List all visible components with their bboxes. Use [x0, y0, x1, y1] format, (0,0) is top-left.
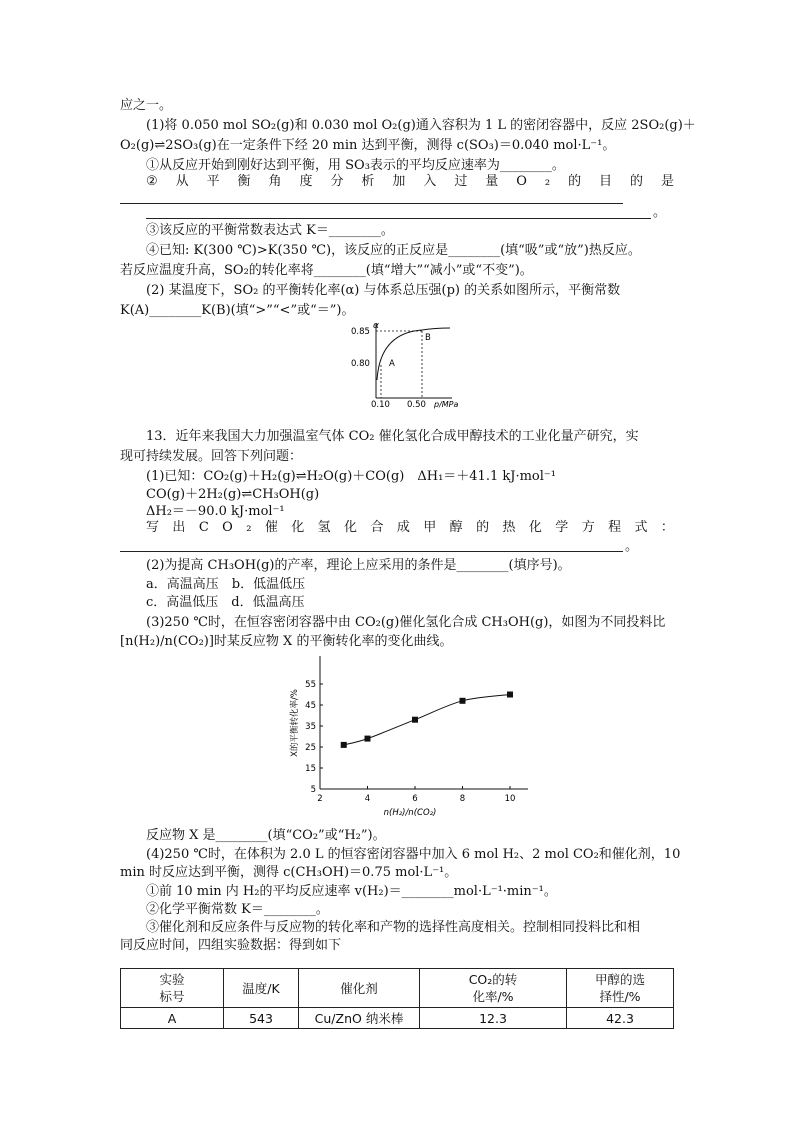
- table-cell: 543: [224, 1008, 299, 1029]
- y-tick-label: 55: [305, 680, 316, 690]
- y-tick-label: 15: [305, 764, 316, 774]
- text-line: ④已知: K(300 ℃)>K(350 ℃)，该反应的正反应是________(填“吸”或“放”)热反应。: [146, 243, 641, 258]
- text-line: ①从反应开始到刚好达到平衡，用 SO₃表示的平均反应速率为________。: [146, 158, 565, 173]
- answer-line: [120, 203, 623, 204]
- experiment-table: [120, 968, 674, 1029]
- table-cell: A: [121, 1008, 224, 1029]
- point-b-label: B: [425, 333, 431, 343]
- table-cell: Cu/ZnO 纳米棒: [299, 1008, 420, 1029]
- text-line: CO(g)＋2H₂(g)⇌CH₃OH(g): [146, 487, 320, 502]
- x-tick-label: 8: [459, 794, 466, 804]
- text-line: 现可持续发展。回答下列问题：: [120, 449, 303, 464]
- text-line: c．高温低压 d．低温高压: [146, 595, 305, 610]
- header-cell: 实验 标号: [121, 969, 224, 1008]
- text-line: (1)已知：CO₂(g)＋H₂(g)⇌H₂O(g)＋CO(g) ΔH₁＝＋41.1 kJ·mol⁻¹: [146, 469, 556, 484]
- text-line: 。: [653, 205, 667, 220]
- x-tick-label: 0.50: [407, 400, 426, 410]
- y-tick-label: 45: [305, 701, 316, 711]
- text-line: ③该反应的平衡常数表达式 K＝________。: [146, 223, 394, 238]
- text-line: 13．近年来我国大力加强温室气体 CO₂ 催化氢化合成甲醇技术的工业化量产研究，实: [146, 429, 639, 444]
- conversion-ratio-chart: [280, 652, 550, 822]
- header-cell: 温度/K: [224, 969, 299, 1008]
- y-axis-label: α: [373, 321, 379, 331]
- header-cell: 甲醇的选 择性/%: [567, 969, 674, 1008]
- answer-line: [146, 218, 651, 219]
- text-line: ③催化剂和反应条件与反应物的转化率和产物的选择性高度相关。控制相同投料比和相: [146, 920, 641, 935]
- text-line-justified: 写 出 C O ₂ 催 化 氢 化 合 成 甲 醇 的 热 化 学 方 程 式 ：: [146, 520, 674, 535]
- text-line: (4)250 ℃时，在体积为 2.0 L 的恒容密闭容器中加入 6 mol H₂、2 mol CO₂和催化剂，10: [146, 847, 681, 862]
- text-line: (3)250 ℃时，在恒容密闭容器中由 CO₂(g)催化氢化合成 CH₃OH(g)，如图为不同投料比: [146, 615, 666, 630]
- data-point: [341, 742, 347, 748]
- x-axis-label: n(H₂)/n(CO₂): [383, 808, 437, 818]
- text-line: ①前 10 min 内 H₂的平均反应速率 v(H₂)＝________mol·L⁻¹·min⁻¹。: [146, 884, 557, 899]
- x-axis-label: p/MPa: [434, 400, 459, 409]
- text-line: (2)为提高 CH₃OH(g)的产率，理论上应采用的条件是________(填序号)。: [146, 558, 571, 573]
- y-axis-label: X的平衡转化率/%: [290, 689, 300, 757]
- text-line: 。: [625, 539, 639, 554]
- point-a-label: A: [389, 359, 395, 369]
- x-tick-label: 10: [504, 794, 516, 804]
- x-tick-label: 2: [317, 794, 323, 804]
- text-line: min 时反应达到平衡，测得 c(CH₃OH)＝0.75 mol·L⁻¹。: [120, 865, 458, 880]
- y-tick-label: 0.80: [351, 359, 370, 369]
- text-line: 应之一。: [120, 98, 173, 113]
- text-line: 反应物 X 是________(填“CO₂”或“H₂”)。: [146, 828, 386, 843]
- y-tick-label: 5: [310, 785, 316, 795]
- text-line-justified: ② 从 平 衡 角 度 分 析 加 入 过 量 O ₂ 的 目 的 是: [146, 174, 674, 189]
- text-line: (1)将 0.050 mol SO₂(g)和 0.030 mol O₂(g)通入容积为 1 L 的密闭容器中，反应 2SO₂(g)＋: [146, 118, 696, 133]
- y-tick-label: 25: [305, 743, 316, 753]
- data-point: [365, 736, 371, 742]
- x-tick-label: 0.10: [371, 400, 390, 410]
- text-line: O₂(g)⇌2SO₃(g)在一定条件下经 20 min 达到平衡，测得 c(SO₃)＝0.040 mol·L⁻¹。: [120, 138, 616, 153]
- y-tick-label: 35: [305, 722, 316, 732]
- text-line: (2) 某温度下，SO₂ 的平衡转化率(α) 与体系总压强(p) 的关系如图所示，平衡常数: [146, 283, 621, 298]
- answer-line: [120, 551, 623, 552]
- header-cell: 催化剂: [299, 969, 420, 1008]
- x-tick-label: 6: [412, 794, 418, 804]
- text-line: 同反应时间，四组实验数据：得到如下: [120, 938, 342, 953]
- data-point: [507, 692, 513, 698]
- data-point: [412, 717, 418, 723]
- table-cell: 12.3: [420, 1008, 567, 1029]
- text-line: 若反应温度升高，SO₂的转化率将________(填“增大”“减小”或“不变”)。: [120, 263, 533, 278]
- text-line: K(A)________K(B)(填“>”“<”或“＝”)。: [120, 303, 355, 318]
- alpha-curve: [377, 328, 450, 380]
- text-line: ΔH₂＝－90.0 kJ·mol⁻¹: [146, 504, 285, 519]
- table-header-row: [121, 969, 674, 1008]
- x-tick-label: 4: [364, 794, 371, 804]
- table-cell: 42.3: [567, 1008, 674, 1029]
- text-line: ②化学平衡常数 K＝________。: [146, 902, 329, 917]
- header-cell: CO₂的转 化率/%: [420, 969, 567, 1008]
- text-line: a．高温高压 b．低温低压: [146, 577, 306, 592]
- alpha-pressure-chart: [340, 318, 470, 410]
- text-line: [n(H₂)/n(CO₂)]时某反应物 X 的平衡转化率的变化曲线。: [120, 634, 453, 649]
- table-row: [121, 1008, 674, 1029]
- y-tick-label: 0.85: [351, 327, 370, 337]
- data-point: [460, 698, 466, 704]
